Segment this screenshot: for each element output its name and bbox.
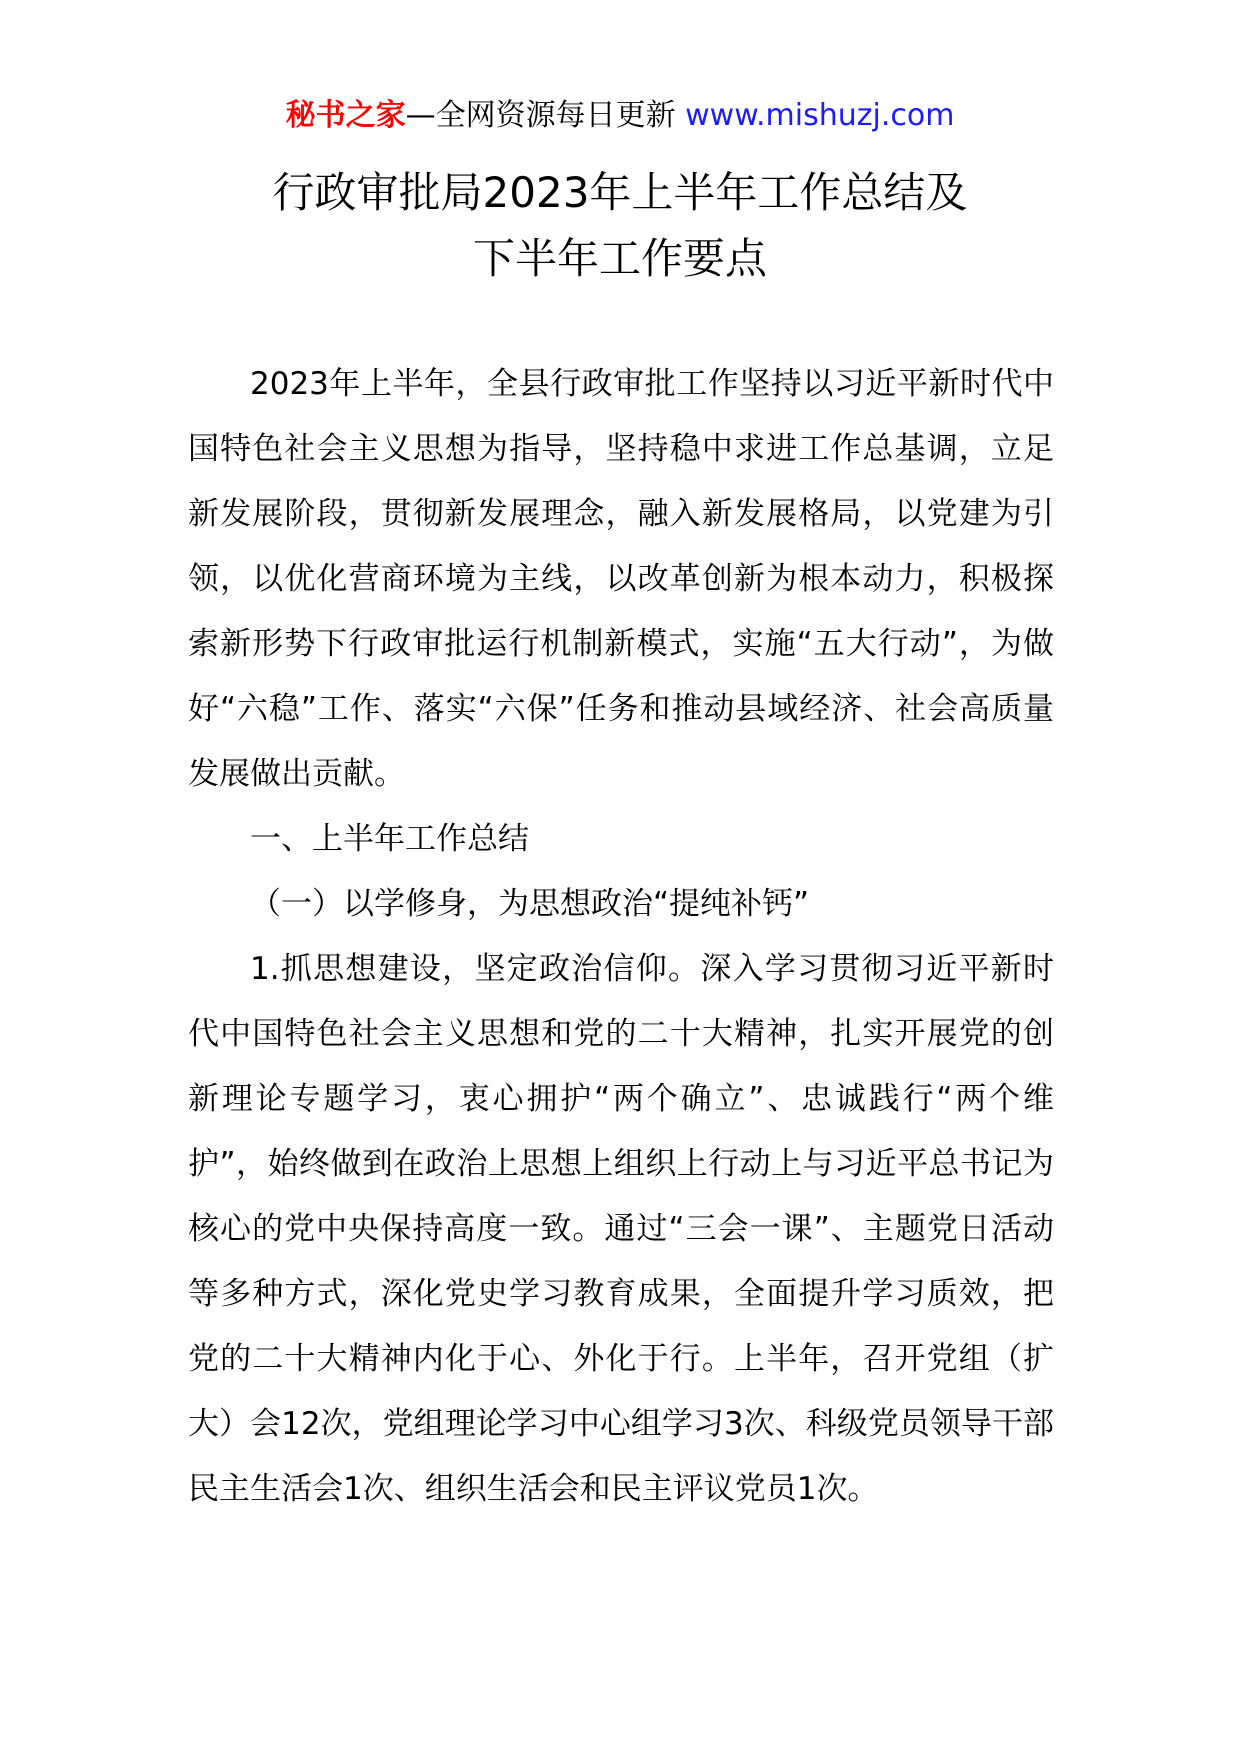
section-heading: 一、上半年工作总结	[250, 821, 529, 857]
slogan: —全网资源每日更新	[405, 98, 686, 133]
item-paragraph: 1.抓思想建设，坚定政治信仰。深入学习贯彻习近平新时代中国特色社会主义思想和党的二十大精神，扎实开展党的创新理论专题学习，衷心拥护“两个确立”、忠诚践行“两个维护”，始终做到在政治上思想上组织上行动上与习近平总书记为核心的党中央保持高度一致。通过“三会一课”、主题党日活动等多种方式，深化党史学习教育成果，全面提升学习质效，把党的二十大精神内化于心、外化于行。上半年，召开党组（扩大）会12次，党组理论学习中心组学习3次、科级党员领导干部民主生活会1次、组织生活会和民主评议党员1次。	[188, 951, 1054, 1507]
website-url[interactable]: www.mishuzj.com	[685, 98, 955, 133]
title-line-1: 行政审批局2023年上半年工作总结及	[272, 168, 968, 217]
subsection-heading: （一）以学修身，为思想政治“提纯补钙”	[250, 886, 810, 922]
document-title	[0, 160, 1240, 292]
document-body	[188, 352, 1054, 1522]
brand-name: 秘书之家	[285, 98, 406, 133]
intro-paragraph: 2023年上半年，全县行政审批工作坚持以习近平新时代中国特色社会主义思想为指导，坚持稳中求进工作总基调，立足新发展阶段，贯彻新发展理念，融入新发展格局，以党建为引领，以优化营商环境为主线，以改革创新为根本动力，积极探索新形势下行政审批运行机制新模式，实施“五大行动”，为做好“六稳”工作、落实“六保”任务和推动县域经济、社会高质量发展做出贡献。	[188, 366, 1054, 792]
watermark-header	[0, 96, 1240, 136]
title-line-2: 下半年工作要点	[472, 234, 767, 283]
